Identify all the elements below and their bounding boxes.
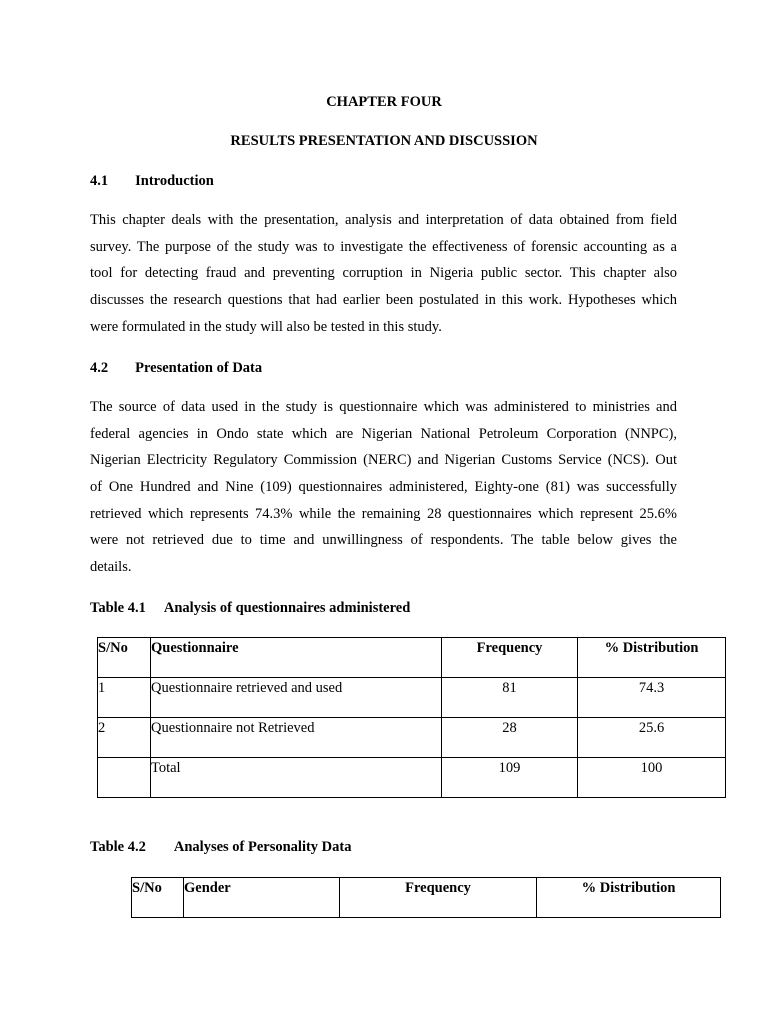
table-cell: 100 bbox=[578, 758, 726, 798]
header-cell: Frequency bbox=[340, 878, 537, 918]
table2-caption bbox=[90, 839, 352, 856]
header-cell: S/No bbox=[98, 638, 151, 678]
table-cell: 2 bbox=[98, 718, 151, 758]
chapter-title: CHAPTER FOUR bbox=[326, 94, 442, 110]
table-cell: Total bbox=[151, 758, 442, 798]
table-cell: Questionnaire not Retrieved bbox=[151, 718, 442, 758]
header-cell: S/No bbox=[132, 878, 184, 918]
table-cell: 74.3 bbox=[578, 678, 726, 718]
table-header-row bbox=[132, 878, 721, 918]
table-cell: 25.6 bbox=[578, 718, 726, 758]
paragraph-line: of One Hundred and Nine (109) questionnaires administered, Eighty-one (81) was successfully bbox=[90, 479, 677, 496]
table-cell: 109 bbox=[442, 758, 578, 798]
table-label: Table 4.2 bbox=[90, 839, 146, 855]
paragraph-line: were formulated in the study will also be tested in this study. bbox=[90, 318, 442, 335]
table-caption-text: Analyses of Personality Data bbox=[173, 839, 352, 855]
header-cell: % Distribution bbox=[537, 878, 721, 918]
section-title: Presentation of Data bbox=[135, 360, 263, 376]
paragraph-line: This chapter deals with the presentation, analysis and interpretation of data obtained from field bbox=[90, 212, 677, 228]
section-heading-data bbox=[90, 360, 262, 377]
table-label: Table 4.1 bbox=[90, 600, 146, 616]
table-cell: 28 bbox=[442, 718, 578, 758]
paragraph-line: survey. The purpose of the study was to investigate the effectiveness of forensic accounting as a bbox=[90, 238, 677, 255]
questionnaire-table bbox=[97, 637, 726, 798]
table-caption-text: Analysis of questionnaires administered bbox=[163, 600, 411, 616]
table-row bbox=[98, 718, 726, 758]
table-header-row bbox=[98, 638, 726, 678]
table-cell: 1 bbox=[98, 678, 151, 718]
paragraph-line: federal agencies in Ondo state which are Nigerian National Petroleum Corporation (NNPC), bbox=[90, 425, 677, 442]
header-cell: Gender bbox=[184, 878, 340, 918]
table-row bbox=[98, 678, 726, 718]
chapter-subtitle: RESULTS PRESENTATION AND DISCUSSION bbox=[230, 133, 538, 149]
section-heading-intro bbox=[90, 173, 214, 190]
table-row-total bbox=[98, 758, 726, 798]
paragraph-line: tool for detecting fraud and preventing corruption in Nigeria public sector. This chapter also bbox=[90, 265, 677, 282]
table-cell bbox=[98, 758, 151, 798]
header-cell: Frequency bbox=[442, 638, 578, 678]
personality-table bbox=[131, 877, 721, 918]
paragraph-line: Nigerian Electricity Regulatory Commission (NERC) and Nigerian Customs Service (NCS). Out bbox=[90, 452, 677, 469]
section-title: Introduction bbox=[135, 173, 214, 189]
paragraph-line: The source of data used in the study is questionnaire which was administered to ministries and bbox=[90, 399, 677, 415]
header-cell: Questionnaire bbox=[151, 638, 442, 678]
paragraph-line: details. bbox=[90, 559, 132, 576]
table-cell: Questionnaire retrieved and used bbox=[151, 678, 442, 718]
data-paragraph bbox=[90, 394, 677, 581]
section-number: 4.2 bbox=[90, 360, 109, 376]
intro-paragraph bbox=[90, 207, 677, 340]
paragraph-line: were not retrieved due to time and unwillingness of respondents. The table below gives the bbox=[90, 532, 677, 549]
table-cell: 81 bbox=[442, 678, 578, 718]
paragraph-line: retrieved which represents 74.3% while the remaining 28 questionnaires which represent 25.6% bbox=[90, 505, 677, 522]
header-cell: % Distribution bbox=[578, 638, 726, 678]
section-number: 4.1 bbox=[90, 173, 109, 189]
table1-caption bbox=[90, 600, 410, 617]
paragraph-line: discusses the research questions that had earlier been postulated in this work. Hypotheses which bbox=[90, 292, 677, 309]
